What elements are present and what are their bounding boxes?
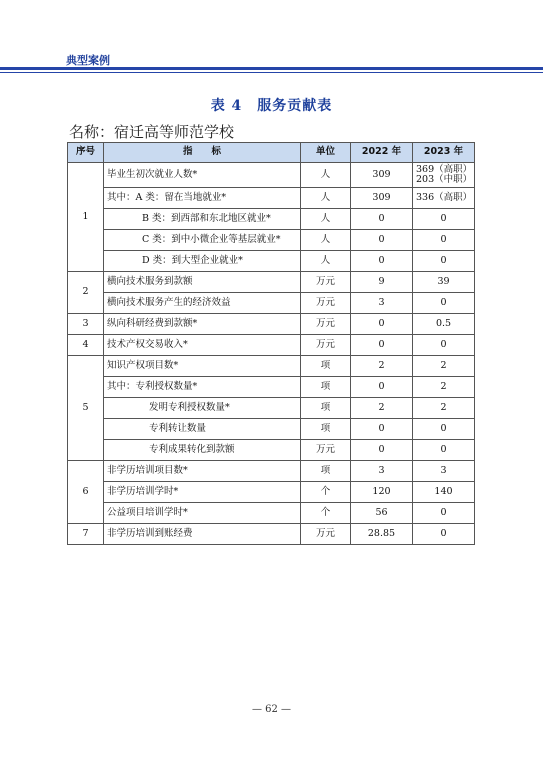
indicator-cell: 技术产权交易收入* <box>104 335 301 356</box>
seq-cell: 2 <box>68 272 104 314</box>
col-header-2023: 2023 年 <box>413 143 475 163</box>
value-2022-cell: 28.85 <box>351 524 413 545</box>
col-header-seq: 序号 <box>68 143 104 163</box>
value-2022-cell: 0 <box>351 314 413 335</box>
value-2023-line: 203（中职） <box>416 174 473 185</box>
value-2023-cell: 140 <box>413 482 475 503</box>
unit-cell: 项 <box>301 356 351 377</box>
table-row <box>68 251 475 272</box>
indicator-cell: C 类：到中小微企业等基层就业* <box>104 230 301 251</box>
indicator-cell: D 类：到大型企业就业* <box>104 251 301 272</box>
indicator-cell: 横向技术服务到款额 <box>104 272 301 293</box>
table-row <box>68 503 475 524</box>
indicator-cell: 非学历培训学时* <box>104 482 301 503</box>
value-2022-cell: 309 <box>351 188 413 209</box>
unit-cell: 项 <box>301 377 351 398</box>
table-row <box>68 419 475 440</box>
value-2023-cell <box>413 163 475 188</box>
indicator-cell: 纵向科研经费到款额* <box>104 314 301 335</box>
value-2023-cell: 0 <box>413 419 475 440</box>
table-row <box>68 272 475 293</box>
col-header-indicator: 指 标 <box>104 143 301 163</box>
value-2022-cell: 0 <box>351 440 413 461</box>
value-2022-cell: 3 <box>351 461 413 482</box>
value-2023-cell: 2 <box>413 377 475 398</box>
value-2022-cell: 309 <box>351 163 413 188</box>
indicator-cell: 其中：A 类：留在当地就业* <box>104 188 301 209</box>
service-contribution-table <box>67 142 475 545</box>
section-label: 典型案例 <box>66 54 110 67</box>
table-row <box>68 230 475 251</box>
table-row <box>68 335 475 356</box>
indicator-cell: 公益项目培训学时* <box>104 503 301 524</box>
page-number: — 62 — <box>251 704 292 715</box>
seq-cell: 3 <box>68 314 104 335</box>
unit-cell: 人 <box>301 209 351 230</box>
value-2022-cell: 2 <box>351 356 413 377</box>
col-header-2022: 2022 年 <box>351 143 413 163</box>
indicator-cell: 非学历培训项目数* <box>104 461 301 482</box>
value-2023-cell: 0 <box>413 293 475 314</box>
unit-cell: 人 <box>301 230 351 251</box>
value-2022-cell: 9 <box>351 272 413 293</box>
indicator-cell: 其中：专利授权数量* <box>104 377 301 398</box>
value-2023-cell: 0.5 <box>413 314 475 335</box>
value-2022-cell: 56 <box>351 503 413 524</box>
value-2022-cell: 0 <box>351 419 413 440</box>
value-2023-line: 369（高职） <box>416 163 473 175</box>
unit-cell: 万元 <box>301 293 351 314</box>
value-2022-cell: 120 <box>351 482 413 503</box>
seq-cell: 4 <box>68 335 104 356</box>
table-row <box>68 209 475 230</box>
header-rule <box>0 67 543 70</box>
value-2023-cell: 0 <box>413 524 475 545</box>
indicator-cell: 毕业生初次就业人数* <box>104 163 301 188</box>
table-row <box>68 398 475 419</box>
value-2023-cell: 0 <box>413 503 475 524</box>
value-2022-cell: 0 <box>351 377 413 398</box>
table-row <box>68 188 475 209</box>
unit-cell: 万元 <box>301 272 351 293</box>
table-row <box>68 482 475 503</box>
value-2023-cell: 2 <box>413 398 475 419</box>
unit-cell: 人 <box>301 188 351 209</box>
value-2023-cell: 39 <box>413 272 475 293</box>
indicator-cell: 知识产权项目数* <box>104 356 301 377</box>
table-row <box>68 440 475 461</box>
seq-cell: 5 <box>68 356 104 461</box>
table-row <box>68 356 475 377</box>
table-header-row <box>68 143 475 163</box>
table-row <box>68 377 475 398</box>
unit-cell: 人 <box>301 163 351 188</box>
indicator-cell: 专利转让数量 <box>104 419 301 440</box>
value-2023-cell: 3 <box>413 461 475 482</box>
value-2023-cell: 0 <box>413 440 475 461</box>
unit-cell: 个 <box>301 482 351 503</box>
unit-cell: 万元 <box>301 314 351 335</box>
table-row <box>68 314 475 335</box>
table-title: 表 4 服务贡献表 <box>210 98 333 114</box>
value-2023-cell: 2 <box>413 356 475 377</box>
unit-cell: 人 <box>301 251 351 272</box>
table-row <box>68 163 475 188</box>
school-name: 名称：宿迁高等师范学校 <box>69 123 235 141</box>
unit-cell: 万元 <box>301 524 351 545</box>
indicator-cell: 专利成果转化到款额 <box>104 440 301 461</box>
seq-cell: 1 <box>68 163 104 272</box>
value-2023-cell: 0 <box>413 230 475 251</box>
value-2022-cell: 3 <box>351 293 413 314</box>
value-2022-cell: 2 <box>351 398 413 419</box>
value-2023-cell: 0 <box>413 335 475 356</box>
unit-cell: 万元 <box>301 335 351 356</box>
unit-cell: 万元 <box>301 440 351 461</box>
table-row <box>68 293 475 314</box>
indicator-cell: 横向技术服务产生的经济效益 <box>104 293 301 314</box>
value-2022-cell: 0 <box>351 335 413 356</box>
table-row <box>68 524 475 545</box>
unit-cell: 个 <box>301 503 351 524</box>
indicator-cell: 发明专利授权数量* <box>104 398 301 419</box>
value-2023-cell: 0 <box>413 209 475 230</box>
seq-cell: 6 <box>68 461 104 524</box>
unit-cell: 项 <box>301 398 351 419</box>
header-rule-thin <box>0 72 543 73</box>
value-2023-cell: 336（高职） <box>413 188 475 209</box>
unit-cell: 项 <box>301 419 351 440</box>
value-2023-cell: 0 <box>413 251 475 272</box>
seq-cell: 7 <box>68 524 104 545</box>
col-header-unit: 单位 <box>301 143 351 163</box>
unit-cell: 项 <box>301 461 351 482</box>
value-2022-cell: 0 <box>351 209 413 230</box>
table-row <box>68 461 475 482</box>
indicator-cell: B 类：到西部和东北地区就业* <box>104 209 301 230</box>
value-2022-cell: 0 <box>351 230 413 251</box>
indicator-cell: 非学历培训到账经费 <box>104 524 301 545</box>
value-2022-cell: 0 <box>351 251 413 272</box>
